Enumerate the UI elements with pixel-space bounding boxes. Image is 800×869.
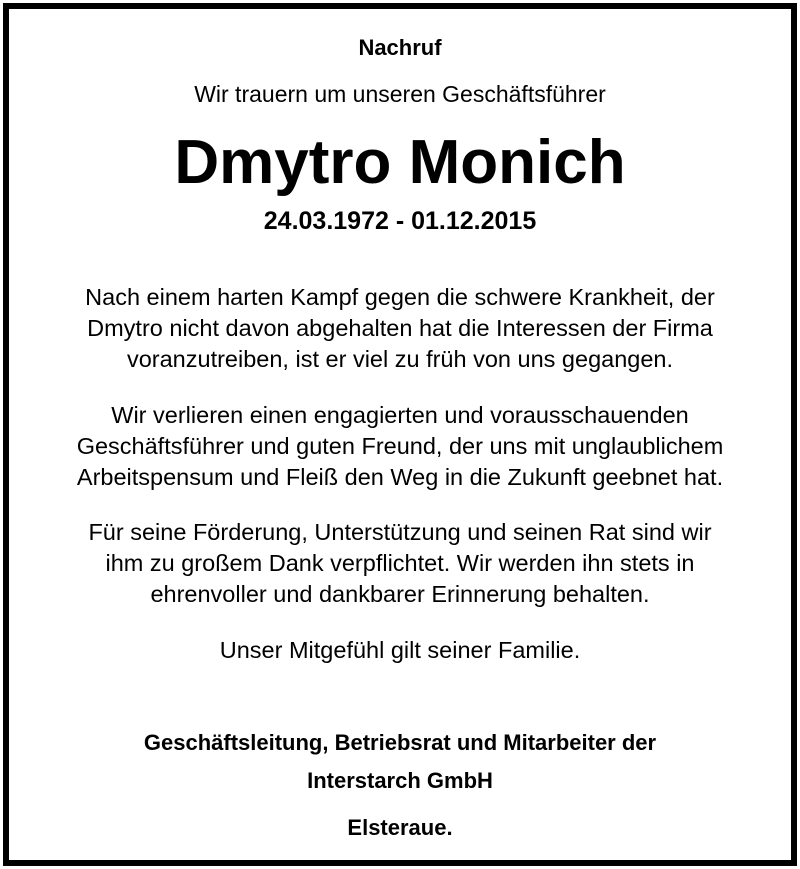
paragraph-line: Wir verlieren einen engagierten und vorausschauenden [111, 402, 689, 428]
paragraph-line: Dmytro nicht davon abgehalten hat die Interessen der Firma [87, 315, 713, 341]
paragraph-line: voranzutreiben, ist er viel zu früh von uns gegangen. [126, 346, 674, 372]
paragraph-line: Nach einem harten Kampf gegen die schwere Krankheit, der [85, 284, 715, 310]
signature-block [9, 724, 791, 800]
deceased-name: Dmytro Monich [174, 128, 626, 197]
paragraph-3 [19, 517, 781, 610]
paragraph-2 [19, 400, 781, 493]
obituary-heading: Nachruf [358, 35, 442, 60]
life-dates: 24.03.1972 - 01.12.2015 [263, 207, 537, 235]
intro-line: Wir trauern um unseren Geschäftsführer [194, 81, 606, 107]
paragraph-line: ihm zu großem Dank verpflichtet. Wir werden ihn stets in [105, 550, 695, 576]
paragraph-line: Geschäftsführer und guten Freund, der uns mit unglaublichem [76, 433, 724, 459]
company-name: Interstarch GmbH [307, 768, 493, 793]
paragraph-line: ehrenvoller und dankbarer Erinnerung behalten. [150, 581, 650, 607]
paragraph-1 [19, 282, 781, 375]
signature-line-1: Geschäftsleitung, Betriebsrat und Mitarbeiter der [143, 730, 657, 755]
paragraph-line: Arbeitspensum und Fleiß den Weg in die Zukunft geebnet hat. [76, 464, 724, 490]
paragraph-line: Für seine Förderung, Unterstützung und seinen Rat sind wir [88, 519, 712, 545]
obituary-frame [3, 3, 797, 866]
place-name: Elsteraue. [347, 815, 453, 840]
paragraph-line: Unser Mitgefühl gilt seiner Familie. [219, 637, 581, 663]
paragraph-4 [19, 635, 781, 666]
